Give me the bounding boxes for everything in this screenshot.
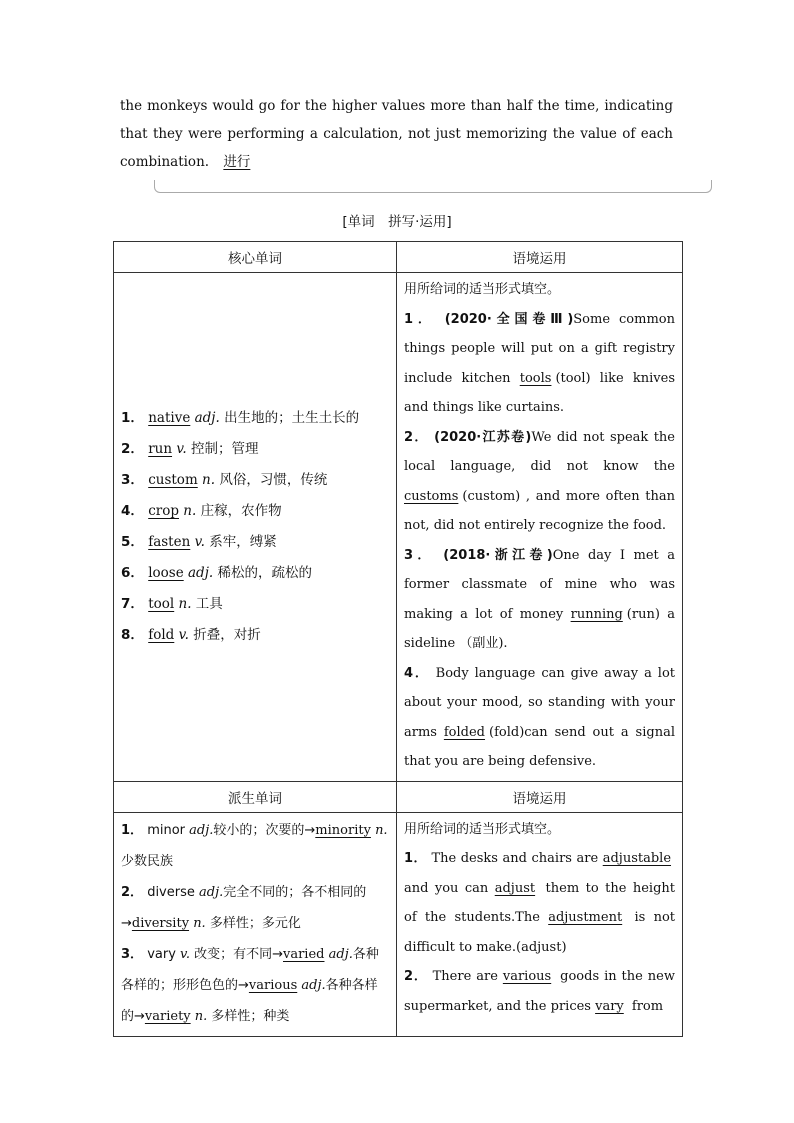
- exercise-item: [404, 423, 675, 541]
- exercise-text-before: We did not speak the local language, did not know the: [404, 429, 675, 474]
- derived-text: 少数民族: [121, 853, 174, 869]
- exercise-answer: adjustable: [602, 851, 672, 866]
- exercise-text: There are: [432, 969, 503, 984]
- exercise-number: 4．: [404, 665, 430, 681]
- core-word-row: [121, 589, 390, 620]
- item-number: 4．: [121, 502, 144, 519]
- core-word: fasten: [148, 533, 191, 550]
- context-exercises-2: [397, 813, 682, 1026]
- derived-text: 多样性；多元化: [205, 915, 301, 931]
- part-of-speech: adj.: [189, 822, 214, 838]
- word-meaning: 风俗，习惯，传统: [219, 471, 328, 488]
- exercise-item: [404, 962, 675, 1021]
- derived-text: vary: [147, 946, 181, 962]
- item-number: 6．: [121, 564, 144, 581]
- exercise-answer: folded: [443, 724, 486, 740]
- derived-text: 各种各样的；形形色色的→: [121, 946, 379, 993]
- derived-words-cell: [114, 812, 397, 1036]
- word-meaning: 系牢，缚紧: [209, 533, 277, 550]
- header-context-usage-1: 语境运用: [397, 242, 683, 273]
- word-meaning: 控制；管理: [190, 440, 259, 457]
- exercise-number: 1．: [404, 851, 427, 866]
- derived-text: 较小的；次要的→: [213, 822, 316, 838]
- part-of-speech: adj.: [194, 409, 220, 426]
- exercise-number: 1．: [404, 311, 436, 327]
- part-of-speech: adj.: [301, 977, 326, 993]
- derived-word: diversity: [131, 915, 190, 931]
- exercise-answer: running: [570, 606, 623, 622]
- exercise-text: The desks and chairs are: [431, 851, 603, 866]
- exercise-answer: tools: [519, 370, 552, 386]
- core-word-row: [121, 620, 390, 651]
- core-word: native: [148, 409, 191, 426]
- word-meaning: 稀松的，疏松的: [217, 564, 312, 581]
- core-word: run: [148, 440, 173, 457]
- part-of-speech: v.: [194, 533, 205, 550]
- section-divider-bracket: [154, 180, 712, 193]
- part-of-speech: adj.: [328, 946, 353, 962]
- exercise-text-after: (tool) like knives and things like curtains.: [404, 370, 675, 415]
- item-number: 3．: [121, 471, 144, 488]
- derived-text: 改变；有不同→: [189, 946, 283, 962]
- core-word: custom: [148, 471, 198, 488]
- exercise-answer: various: [502, 969, 552, 984]
- item-number: 7．: [121, 595, 144, 612]
- derived-word-list: [114, 813, 396, 1036]
- core-word-list: [114, 403, 396, 651]
- context-cell-1: [397, 273, 683, 782]
- derived-text: 各种各样的→: [121, 977, 378, 1024]
- part-of-speech: adj.: [199, 884, 224, 900]
- core-word: crop: [148, 502, 179, 519]
- derived-text: minor: [147, 822, 190, 838]
- exercise-text: goods in the new supermarket, and the prices: [404, 969, 675, 1014]
- part-of-speech: n.: [183, 502, 197, 519]
- core-words-cell: [114, 273, 397, 782]
- exercise-answer: adjustment: [548, 910, 623, 925]
- exercise-text: and you can: [404, 880, 495, 896]
- part-of-speech: v.: [176, 440, 187, 457]
- item-number: 2．: [121, 884, 144, 900]
- derived-text: diverse: [147, 884, 199, 900]
- header-context-usage-2: 语境运用: [397, 781, 683, 812]
- part-of-speech: n.: [178, 595, 192, 612]
- exercise-item: [404, 844, 675, 962]
- part-of-speech: v.: [178, 626, 189, 643]
- part-of-speech: v.: [180, 946, 190, 962]
- exercise-item: [404, 541, 675, 659]
- exercise-answer: vary: [595, 998, 624, 1014]
- exercise-text-before: One day I met a former classmate of mine who was making a lot of money: [404, 547, 675, 622]
- exercise-text-after: (fold)can send out a signal that you are being defensive.: [404, 724, 675, 769]
- part-of-speech: n.: [193, 915, 206, 931]
- exercise-source: (2020·全国卷Ⅲ): [444, 311, 574, 327]
- exercise-text: is not difficult to make.(adjust): [404, 910, 675, 955]
- exercise-number: 2．: [404, 429, 429, 445]
- part-of-speech: n.: [375, 822, 388, 838]
- part-of-speech: n.: [194, 1008, 208, 1024]
- intro-paragraph: [120, 92, 673, 176]
- derived-text: 完全不同的；各不相同的→: [121, 884, 367, 931]
- core-word: tool: [148, 595, 175, 612]
- exercise-text-after: (custom) , and more often than not, did not entirely recognize the food.: [404, 488, 675, 533]
- exercise-source: (2020·江苏卷): [434, 429, 532, 445]
- word-meaning: 折叠，对折: [193, 626, 261, 643]
- word-meaning: 出生地的；土生土长的: [224, 409, 360, 426]
- word-meaning: 庄稼，农作物: [200, 502, 282, 519]
- derived-item: [121, 877, 389, 939]
- core-word-row: [121, 496, 390, 527]
- exercise-number: 2．: [404, 969, 428, 984]
- derived-word: variety: [144, 1008, 191, 1024]
- core-word-row: [121, 558, 390, 589]
- exercise-number: 3．: [404, 547, 435, 563]
- exercise-item: [404, 305, 675, 423]
- exercise-text-after: (run) a sideline （副业).: [404, 606, 675, 651]
- derived-word: various: [248, 977, 298, 993]
- instruction-2: 用所给词的适当形式填空。: [404, 821, 561, 837]
- vocabulary-table: [113, 241, 683, 1037]
- derived-word: varied: [283, 946, 325, 962]
- exercise-answer: customs: [404, 488, 459, 504]
- derived-word: minority: [315, 822, 371, 838]
- core-word-row: [121, 434, 390, 465]
- context-cell-2: [397, 812, 683, 1036]
- context-exercises-1: [397, 273, 682, 781]
- exercise-text: them to the height of the students.The: [404, 880, 675, 925]
- derived-item: [121, 939, 389, 1032]
- item-number: 3．: [121, 946, 144, 962]
- intro-text: the monkeys would go for the higher values more than half the time, indicating that they were performing a calculation, not just memorizing the value of each combination.: [120, 98, 673, 170]
- instruction-1: 用所给词的适当形式填空。: [404, 282, 561, 297]
- exercise-answer: adjust: [494, 880, 536, 896]
- item-number: 8．: [121, 626, 144, 643]
- derived-text: 多样性；种类: [207, 1008, 290, 1024]
- core-word: fold: [148, 626, 175, 643]
- section-title: [单词 拼写·运用]: [342, 214, 452, 230]
- header-derived-words: 派生单词: [114, 781, 397, 812]
- exercise-source: (2018·浙江卷): [443, 547, 553, 563]
- word-meaning: 工具: [195, 595, 223, 612]
- exercise-text-before: Body language can give away a lot about your mood, so standing with your arms: [404, 665, 675, 740]
- part-of-speech: n.: [202, 471, 216, 488]
- header-core-words: 核心单词: [114, 242, 397, 273]
- core-word-row: [121, 403, 390, 434]
- core-word-row: [121, 527, 390, 558]
- item-number: 1．: [121, 822, 144, 838]
- derived-item: [121, 815, 389, 877]
- part-of-speech: adj.: [188, 564, 214, 581]
- exercise-text-before: Some common things people will put on a gift registry include kitchen: [404, 311, 675, 386]
- core-word-row: [121, 465, 390, 496]
- item-number: 2．: [121, 440, 144, 457]
- core-word: loose: [148, 564, 184, 581]
- item-number: 5．: [121, 533, 144, 550]
- intro-link[interactable]: 进行: [223, 154, 251, 170]
- item-number: 1．: [121, 409, 144, 426]
- exercise-text: from: [627, 998, 664, 1014]
- exercise-item: [404, 659, 675, 777]
